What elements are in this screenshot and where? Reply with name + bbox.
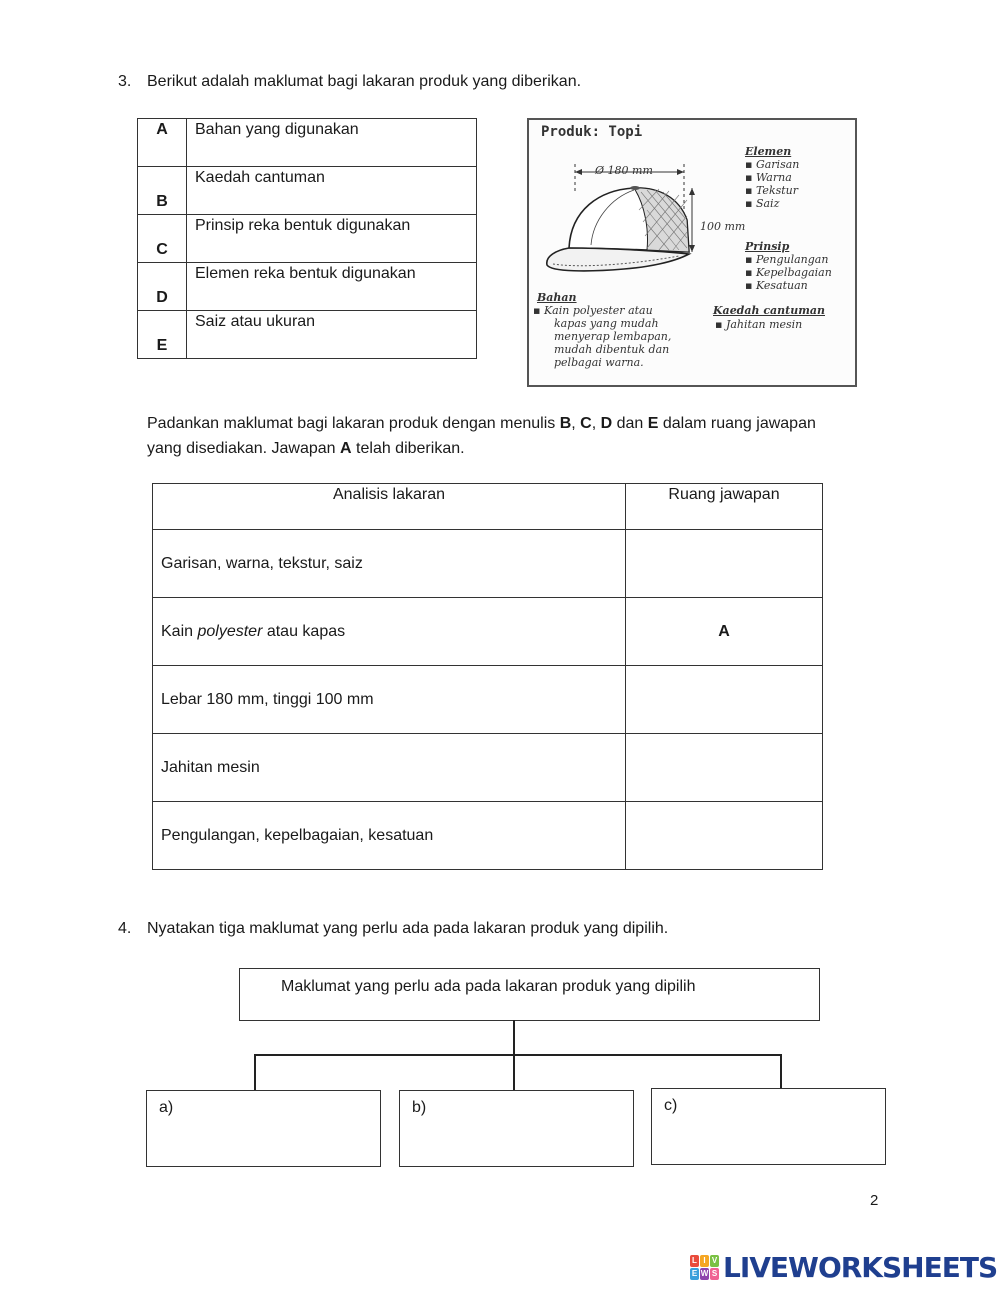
- prinsip-item: Kesatuan: [755, 279, 808, 292]
- key-letter: C: [156, 241, 168, 258]
- key-desc: Elemen reka bentuk digunakan: [187, 263, 477, 311]
- brand-logo-icon: L I V E W S: [691, 1255, 718, 1278]
- answer-box-label: b): [412, 1099, 427, 1116]
- table-row: [153, 802, 823, 870]
- question-3-text: Berikut adalah maklumat bagi lakaran produk yang diberikan.: [147, 73, 582, 90]
- key-letter: E: [156, 337, 168, 354]
- column-header: Analisis lakaran: [153, 484, 626, 530]
- key-desc: Kaedah cantuman: [187, 167, 477, 215]
- key-desc: Bahan yang digunakan: [187, 119, 477, 167]
- sketch-title: Produk: Topi: [541, 124, 643, 140]
- answer-box-c[interactable]: [651, 1088, 886, 1165]
- key-letter: D: [156, 289, 168, 306]
- key-row: [138, 119, 477, 167]
- elemen-title: Elemen: [745, 145, 792, 158]
- maklumat-top-label: Maklumat yang perlu ada pada lakaran produk yang dipilih: [281, 978, 696, 995]
- elemen-item: Saiz: [755, 197, 780, 210]
- cap-brim: [547, 248, 689, 271]
- table-row: [153, 734, 823, 802]
- connector-line: [254, 1054, 782, 1056]
- cap-button: [630, 186, 640, 190]
- key-row: [138, 263, 477, 311]
- elemen-item: Garisan: [755, 158, 800, 171]
- analysis-cell: Pengulangan, kepelbagaian, kesatuan: [153, 802, 626, 870]
- answer-input[interactable]: [626, 530, 823, 598]
- question-4-text: Nyatakan tiga maklumat yang perlu ada pada lakaran produk yang dipilih.: [147, 920, 669, 937]
- key-table: [137, 118, 477, 359]
- analysis-cell: Garisan, warna, tekstur, saiz: [153, 530, 626, 598]
- table-row: [153, 598, 823, 666]
- key-desc: Saiz atau ukuran: [187, 311, 477, 359]
- bahan-text: ▪ Kain polyester atau kapas yang mudah menyerap lembapan, mudah dibentuk dan pelbagai warna.: [533, 304, 672, 369]
- answer-box-b[interactable]: [399, 1090, 634, 1167]
- analysis-table: [152, 483, 823, 870]
- prinsip-list: ▪ Pengulangan ▪ Kepelbagaian ▪ Kesatuan: [745, 253, 832, 292]
- cap-sketch: [527, 118, 857, 387]
- arrow-head-icon: [689, 245, 695, 252]
- connector-line: [780, 1054, 782, 1090]
- width-dimension-label: Ø 180 mm: [595, 164, 653, 177]
- kaedah-list: ▪ Jahitan mesin: [715, 318, 803, 331]
- analysis-cell: Jahitan mesin: [153, 734, 626, 802]
- answer-box-a[interactable]: [146, 1090, 381, 1167]
- liveworksheets-logo: [690, 1250, 997, 1284]
- key-row: [138, 167, 477, 215]
- kaedah-title: Kaedah cantuman: [713, 304, 825, 317]
- column-header: Ruang jawapan: [626, 484, 823, 530]
- table-header-row: [153, 484, 823, 530]
- elemen-item: Warna: [755, 171, 792, 184]
- arrow-head-icon: [689, 188, 695, 195]
- question-3-number: 3.: [118, 73, 132, 90]
- key-letter: B: [156, 193, 168, 210]
- arrow-head-icon: [677, 169, 684, 175]
- analysis-cell: Lebar 180 mm, tinggi 100 mm: [153, 666, 626, 734]
- connector-line: [254, 1054, 256, 1090]
- answer-input[interactable]: [626, 802, 823, 870]
- table-row: [153, 530, 823, 598]
- answer-box-label: a): [159, 1099, 174, 1116]
- prinsip-title: Prinsip: [745, 240, 790, 253]
- analysis-cell: Kain polyester atau kapas: [153, 598, 626, 666]
- instruction-text: Padankan maklumat bagi lakaran produk dengan menulis B, C, D dan E dalam ruang jawapan yang disediakan. Jawapan A telah diberikan.: [147, 415, 816, 457]
- key-letter: A: [156, 121, 168, 138]
- question-4-number: 4.: [118, 920, 132, 937]
- key-desc: Prinsip reka bentuk digunakan: [187, 215, 477, 263]
- answer-given: A: [626, 598, 823, 666]
- answer-input[interactable]: [626, 666, 823, 734]
- key-row: [138, 311, 477, 359]
- answer-box-label: c): [664, 1097, 678, 1114]
- arrow-head-icon: [575, 169, 582, 175]
- bahan-title: Bahan: [537, 291, 577, 304]
- height-dimension-label: 100 mm: [700, 220, 746, 233]
- brand-name: LIVEWORKSHEETS: [723, 1250, 998, 1284]
- table-row: [153, 666, 823, 734]
- elemen-item: Tekstur: [755, 184, 799, 197]
- prinsip-item: Kepelbagaian: [755, 266, 832, 279]
- prinsip-item: Pengulangan: [755, 253, 829, 266]
- elemen-list: ▪ Garisan ▪ Warna ▪ Tekstur ▪ Saiz: [745, 158, 800, 210]
- maklumat-top-box: [239, 968, 820, 1021]
- answer-input[interactable]: [626, 734, 823, 802]
- kaedah-item: Jahitan mesin: [725, 318, 803, 331]
- key-row: [138, 215, 477, 263]
- page-number: 2: [870, 1192, 879, 1209]
